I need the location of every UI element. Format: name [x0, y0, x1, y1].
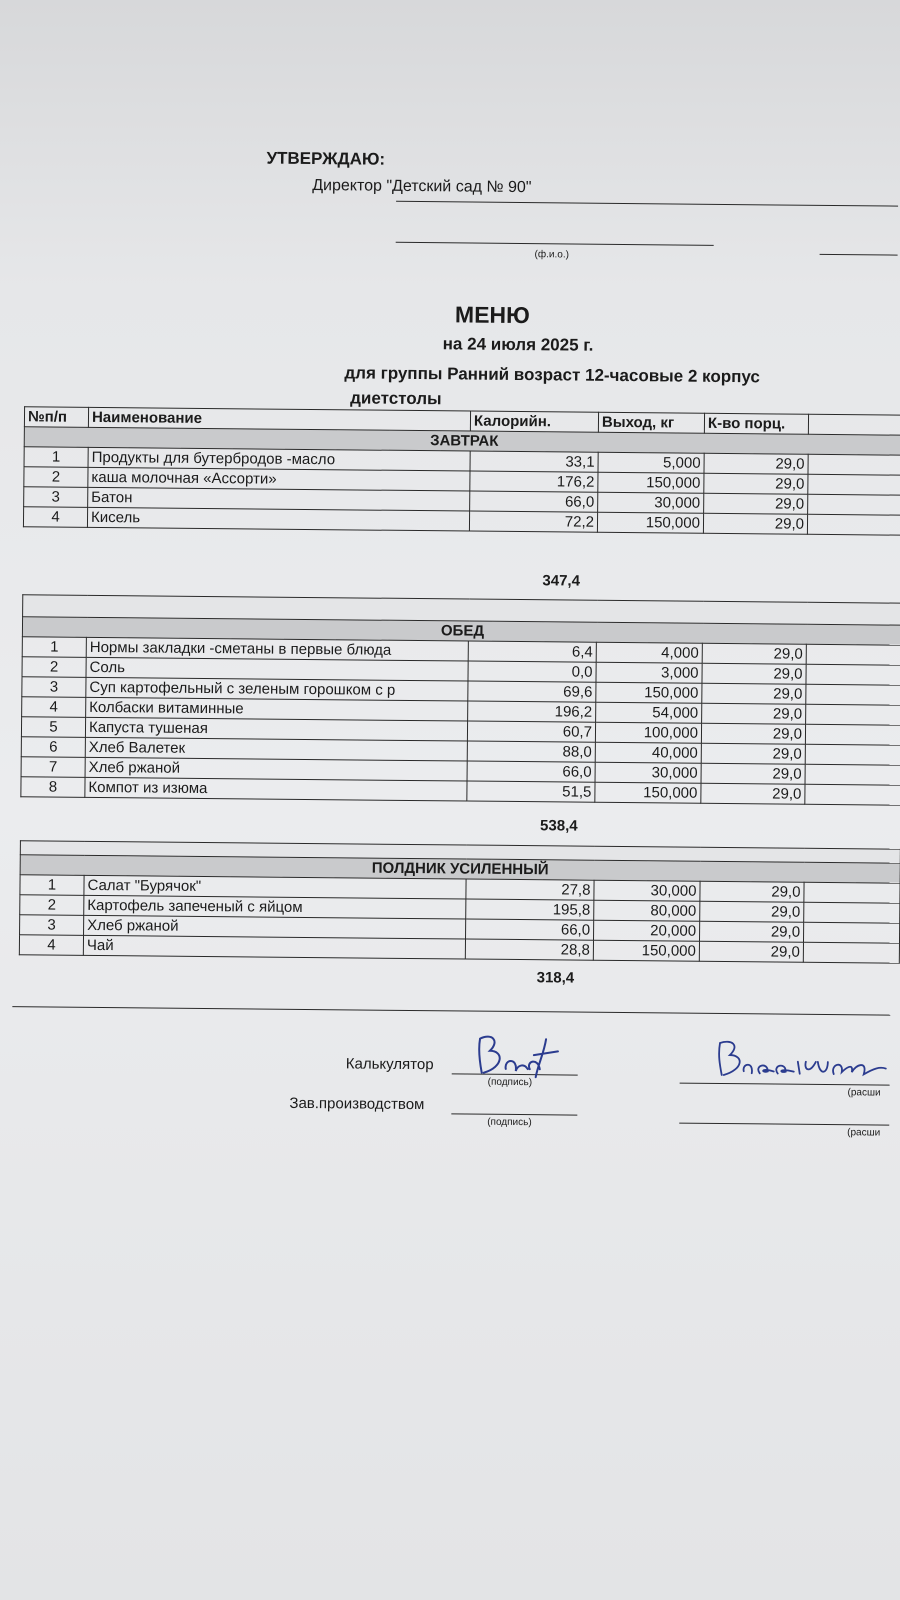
institution-name: "Детский сад № 90" [386, 177, 532, 197]
row-out: 80,000 [594, 900, 700, 921]
row-cal: 28,8 [465, 939, 593, 960]
row-empty [804, 902, 900, 923]
section-title: ПОЛДНИК УСИЛЕННЫЙ [20, 855, 900, 883]
row-empty [808, 494, 900, 515]
menu-title: МЕНЮ [454, 301, 530, 329]
row-name: Батон [88, 487, 470, 511]
row-cal: 33,1 [470, 451, 598, 472]
row-num: 7 [21, 757, 85, 778]
row-out: 5,000 [598, 452, 704, 473]
row-portions: 29,0 [702, 703, 806, 724]
row-empty [806, 664, 900, 685]
menu-diet: диетстолы [350, 388, 442, 409]
row-out: 20,000 [594, 920, 700, 941]
row-num: 1 [24, 447, 88, 468]
calculator-label: Калькулятор [345, 1055, 434, 1074]
row-name: Картофель запеченый с яйцом [84, 895, 466, 919]
row-cal: 72,2 [469, 511, 597, 532]
breakfast-total: 347,4 [542, 572, 581, 590]
row-portions: 29,0 [704, 453, 808, 474]
row-cal: 51,5 [467, 781, 595, 802]
row-name: Суп картофельный с зеленым горошком с р [86, 677, 468, 701]
row-num: 4 [19, 935, 83, 956]
row-empty [808, 454, 900, 475]
row-name: Продукты для бутербродов -масло [88, 447, 470, 471]
production-sign-line [451, 1113, 577, 1115]
row-empty [805, 784, 900, 805]
row-num: 4 [22, 697, 86, 718]
fio-hint: (ф.и.о.) [534, 249, 570, 261]
row-empty [805, 724, 900, 745]
row-out: 150,000 [597, 512, 703, 533]
row-name: Соль [86, 657, 468, 681]
row-portions: 29,0 [704, 473, 808, 494]
col-name-header: Наименование [88, 407, 470, 431]
lunch-table [20, 594, 900, 805]
director-label: Директор [312, 177, 383, 195]
row-portions: 29,0 [701, 743, 805, 764]
row-name: Хлеб ржаной [84, 915, 466, 939]
calculator-signature [474, 1029, 564, 1082]
row-cal: 176,2 [470, 471, 598, 492]
col-out-header: Выход, кг [598, 412, 704, 433]
row-cal: 69,6 [468, 681, 596, 702]
row-cal: 6,4 [468, 641, 596, 662]
row-num: 3 [20, 915, 84, 936]
row-empty [806, 704, 900, 725]
row-portions: 29,0 [701, 763, 805, 784]
row-portions: 29,0 [702, 683, 806, 704]
row-cal: 0,0 [468, 661, 596, 682]
row-out: 30,000 [598, 492, 704, 513]
row-out: 4,000 [596, 642, 702, 663]
row-portions: 29,0 [701, 783, 805, 804]
row-portions: 29,0 [699, 921, 803, 942]
row-portions: 29,0 [699, 941, 803, 962]
row-num: 5 [21, 717, 85, 738]
row-portions: 29,0 [700, 901, 804, 922]
row-name: Салат "Бурячок" [84, 875, 466, 899]
fio-line [396, 242, 714, 246]
row-out: 40,000 [595, 742, 701, 763]
row-out: 100,000 [595, 722, 701, 743]
row-cal: 66,0 [466, 919, 594, 940]
row-out: 150,000 [598, 472, 704, 493]
row-cal: 195,8 [466, 899, 594, 920]
row-portions: 29,0 [704, 493, 808, 514]
row-name: каша молочная «Ассорти» [88, 467, 470, 491]
row-out: 30,000 [595, 762, 701, 783]
production-decode-line [679, 1123, 889, 1126]
row-cal: 196,2 [468, 701, 596, 722]
col-portions-header: К-во порц. [704, 413, 808, 434]
production-head-label: Зав.производством [289, 1094, 425, 1114]
row-out: 150,000 [595, 782, 701, 803]
row-empty [807, 514, 900, 535]
row-num: 2 [24, 467, 88, 488]
lunch-total: 538,4 [540, 817, 578, 835]
row-num: 6 [21, 737, 85, 758]
row-name: Хлеб Валетек [85, 737, 467, 761]
row-cal: 66,0 [467, 761, 595, 782]
row-empty [806, 644, 900, 665]
breakfast-table [23, 406, 900, 535]
row-portions: 29,0 [700, 881, 804, 902]
footer-divider [12, 1006, 890, 1015]
row-name: Нормы закладки -сметаны в первые блюда [86, 637, 468, 661]
row-num: 1 [22, 637, 86, 658]
date-line [820, 254, 898, 256]
row-portions: 29,0 [702, 643, 806, 664]
row-out: 150,000 [593, 940, 699, 961]
row-empty [805, 744, 900, 765]
row-empty [803, 942, 899, 963]
row-name: Капуста тушеная [85, 717, 467, 741]
row-out: 3,000 [596, 662, 702, 683]
row-cal: 27,8 [466, 879, 594, 900]
row-num: 8 [21, 777, 85, 798]
director-line [312, 177, 531, 197]
col-num-header: №п/п [24, 407, 88, 428]
menu-date: на 24 июля 2025 г. [442, 334, 594, 355]
calculator-decode-hint: (расши [847, 1087, 881, 1099]
approve-heading: УТВЕРЖДАЮ: [266, 148, 386, 169]
row-num: 2 [22, 657, 86, 678]
snack-table [19, 840, 900, 963]
row-name: Кисель [87, 507, 469, 531]
row-portions: 29,0 [703, 513, 807, 534]
row-cal: 66,0 [470, 491, 598, 512]
row-name: Чай [83, 935, 465, 959]
production-sign-hint: (подпись) [487, 1116, 532, 1129]
row-portions: 29,0 [702, 663, 806, 684]
row-name: Хлеб ржаной [85, 757, 467, 781]
row-num: 3 [24, 487, 88, 508]
section-title: ЗАВТРАК [24, 427, 900, 455]
row-portions: 29,0 [701, 723, 805, 744]
menu-group: для группы Ранний возраст 12-часовые 2 корпус [344, 363, 760, 387]
col-empty-header [808, 414, 900, 435]
snack-total: 318,4 [536, 969, 575, 987]
section-title: ОБЕД [22, 617, 900, 645]
director-underline [396, 201, 898, 207]
production-decode-hint: (расши [847, 1127, 881, 1139]
row-name: Компот из изюма [85, 777, 467, 801]
row-empty [806, 684, 900, 705]
row-out: 30,000 [594, 880, 700, 901]
row-name: Колбаски витаминные [86, 697, 468, 721]
row-num: 3 [22, 677, 86, 698]
row-empty [808, 474, 900, 495]
row-num: 1 [20, 875, 84, 896]
col-cal-header: Калорийн. [470, 411, 598, 432]
row-out: 150,000 [596, 682, 702, 703]
row-empty [803, 922, 899, 943]
calculator-name-handwriting [714, 1037, 890, 1085]
row-num: 4 [23, 507, 87, 528]
row-cal: 60,7 [467, 721, 595, 742]
row-num: 2 [20, 895, 84, 916]
row-out: 54,000 [596, 702, 702, 723]
row-empty [804, 882, 900, 903]
row-cal: 88,0 [467, 741, 595, 762]
calculator-sign-hint: (подпись) [487, 1076, 533, 1089]
row-empty [805, 764, 900, 785]
